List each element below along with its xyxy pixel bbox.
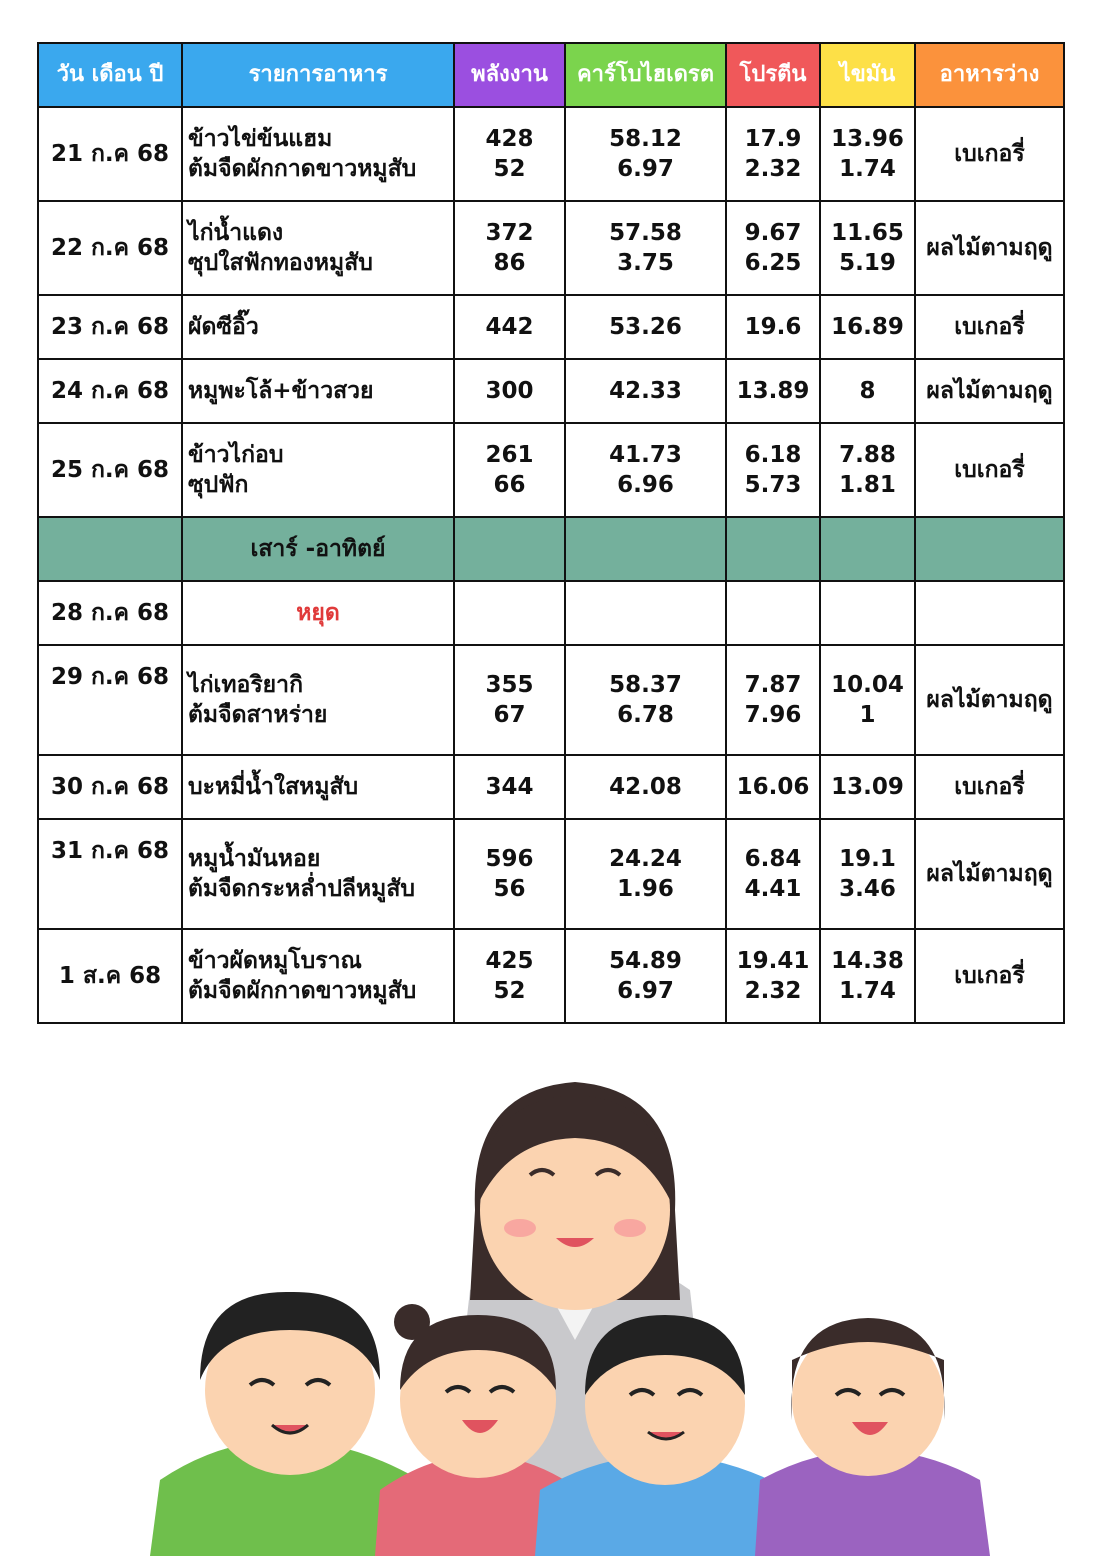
row-protein: 13.89 (726, 359, 820, 423)
row-fat: 7.88 1.81 (820, 423, 915, 517)
table-row (38, 107, 1064, 201)
table-row (38, 645, 1064, 755)
row-protein: 19.41 2.32 (726, 929, 820, 1023)
row-snack: ผลไม้ตามฤดู (915, 359, 1064, 423)
row-snack: ผลไม้ตามฤดู (915, 645, 1064, 755)
row-fat: 11.65 5.19 (820, 201, 915, 295)
row-carbohydrate: 57.58 3.75 (565, 201, 726, 295)
row-carbohydrate: 58.37 6.78 (565, 645, 726, 755)
row-menu-items: บะหมี่น้ำใสหมูสับ (182, 755, 454, 819)
holiday-label: หยุด (182, 581, 454, 645)
table-row (38, 359, 1064, 423)
row-fat: 19.1 3.46 (820, 819, 915, 929)
row-snack: เบเกอรี่ (915, 295, 1064, 359)
row-date: 29 ก.ค 68 (38, 645, 182, 755)
row-date: 24 ก.ค 68 (38, 359, 182, 423)
row-energy: 372 86 (454, 201, 565, 295)
row-protein: 19.6 (726, 295, 820, 359)
weekend-empty-cell (454, 517, 565, 581)
row-date: 22 ก.ค 68 (38, 201, 182, 295)
row-energy: 344 (454, 755, 565, 819)
table-row (38, 755, 1064, 819)
row-protein: 17.9 2.32 (726, 107, 820, 201)
weekend-row (38, 517, 1064, 581)
empty-cell (915, 581, 1064, 645)
row-protein: 9.67 6.25 (726, 201, 820, 295)
holiday-row (38, 581, 1064, 645)
table-row (38, 929, 1064, 1023)
row-snack: เบเกอรี่ (915, 755, 1064, 819)
row-fat: 13.96 1.74 (820, 107, 915, 201)
header-row (38, 43, 1064, 107)
row-menu-items: หมูพะโล้+ข้าวสวย (182, 359, 454, 423)
empty-cell (565, 581, 726, 645)
header-snack: อาหารว่าง (915, 43, 1064, 107)
empty-cell (820, 581, 915, 645)
row-energy: 428 52 (454, 107, 565, 201)
table-row (38, 295, 1064, 359)
row-carbohydrate: 41.73 6.96 (565, 423, 726, 517)
row-protein: 6.84 4.41 (726, 819, 820, 929)
row-energy: 425 52 (454, 929, 565, 1023)
row-snack: เบเกอรี่ (915, 929, 1064, 1023)
table-row (38, 423, 1064, 517)
weekend-empty-cell (820, 517, 915, 581)
row-fat: 10.04 1 (820, 645, 915, 755)
lunch-menu-table (37, 42, 1065, 1024)
row-carbohydrate: 42.33 (565, 359, 726, 423)
weekend-empty-cell (565, 517, 726, 581)
header-menu-item: รายการอาหาร (182, 43, 454, 107)
weekend-empty-cell (915, 517, 1064, 581)
empty-cell (726, 581, 820, 645)
row-menu-items: ไก่น้ำแดง ซุปใสฟักทองหมูสับ (182, 201, 454, 295)
row-fat: 16.89 (820, 295, 915, 359)
weekend-label: เสาร์ -อาทิตย์ (182, 517, 454, 581)
row-date: 25 ก.ค 68 (38, 423, 182, 517)
row-fat: 14.38 1.74 (820, 929, 915, 1023)
row-menu-items: ไก่เทอริยากิ ต้มจืดสาหร่าย (182, 645, 454, 755)
header-protein: โปรตีน (726, 43, 820, 107)
table-row (38, 201, 1064, 295)
girl-purple-shirt (755, 1318, 990, 1556)
row-carbohydrate: 54.89 6.97 (565, 929, 726, 1023)
row-energy: 442 (454, 295, 565, 359)
row-menu-items: หมูน้ำมันหอย ต้มจืดกระหล่ำปลีหมูสับ (182, 819, 454, 929)
row-menu-items: ข้าวไข่ข้นแฮม ต้มจืดผักกาดขาวหมูสับ (182, 107, 454, 201)
row-protein: 6.18 5.73 (726, 423, 820, 517)
row-snack: เบเกอรี่ (915, 107, 1064, 201)
teacher-and-children-illustration (0, 1060, 1100, 1556)
header-carbohydrate: คาร์โบไฮเดรต (565, 43, 726, 107)
header-energy: พลังงาน (454, 43, 565, 107)
row-fat: 8 (820, 359, 915, 423)
row-energy: 355 67 (454, 645, 565, 755)
row-snack: ผลไม้ตามฤดู (915, 201, 1064, 295)
row-date: 28 ก.ค 68 (38, 581, 182, 645)
weekend-empty-cell (726, 517, 820, 581)
row-snack: เบเกอรี่ (915, 423, 1064, 517)
row-carbohydrate: 24.24 1.96 (565, 819, 726, 929)
row-date: 30 ก.ค 68 (38, 755, 182, 819)
row-fat: 13.09 (820, 755, 915, 819)
row-date: 31 ก.ค 68 (38, 819, 182, 929)
row-menu-items: ผัดซีอิ๊ว (182, 295, 454, 359)
row-carbohydrate: 53.26 (565, 295, 726, 359)
header-fat: ไขมัน (820, 43, 915, 107)
row-menu-items: ข้าวผัดหมูโบราณ ต้มจืดผักกาดขาวหมูสับ (182, 929, 454, 1023)
row-energy: 596 56 (454, 819, 565, 929)
row-energy: 300 (454, 359, 565, 423)
row-protein: 16.06 (726, 755, 820, 819)
row-snack: ผลไม้ตามฤดู (915, 819, 1064, 929)
empty-cell (454, 581, 565, 645)
row-date: 21 ก.ค 68 (38, 107, 182, 201)
row-menu-items: ข้าวไก่อบ ซุปฟัก (182, 423, 454, 517)
row-date: 23 ก.ค 68 (38, 295, 182, 359)
row-energy: 261 66 (454, 423, 565, 517)
table-row (38, 819, 1064, 929)
row-date: 1 ส.ค 68 (38, 929, 182, 1023)
row-carbohydrate: 42.08 (565, 755, 726, 819)
row-carbohydrate: 58.12 6.97 (565, 107, 726, 201)
row-protein: 7.87 7.96 (726, 645, 820, 755)
weekend-empty-cell (38, 517, 182, 581)
header-date: วัน เดือน ปี (38, 43, 182, 107)
